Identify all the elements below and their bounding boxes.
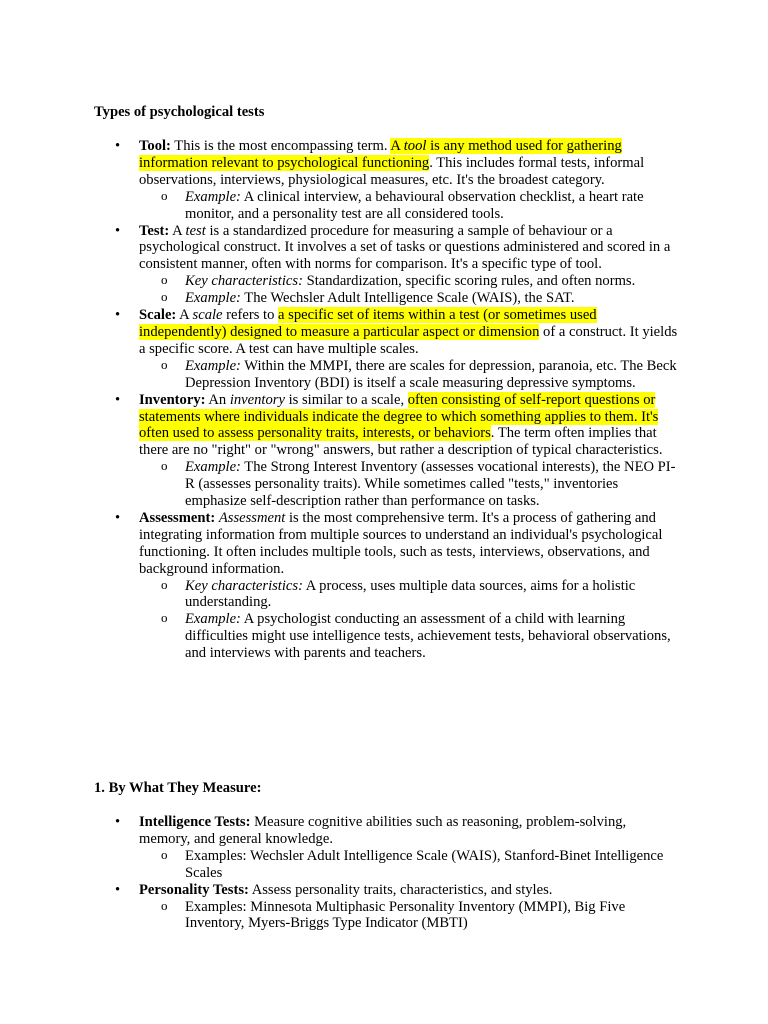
term-label: Assessment: [139, 509, 216, 526]
list-item-inventory: • Inventory: An inventory is similar to a scale, often consisting of self-report questions or statements where individuals indicate the degree to which something applies to them. It's often used to assess personality traits, interests, or behaviors. The term often implies that there are no "right" or "wrong" answers, but rather a description of typical characteristics. o Example: The Strong Interest Inventory (assesses vocational interests), the NEO PI-R (assesses personality traits). While sometimes called "tests," inventories emphasize self-description rather than performance on tasks. [139, 392, 679, 510]
list-item-assessment: • Assessment: Assessment is the most comprehensive term. It's a process of gathering and integrating information from multiple sources to understand an individual's psychological functioning. It often includes multiple tools, such as tests, interviews, observations, and background information. o Key characteristics: A process, uses multiple data sources, aims for a holistic understanding. o Example: A psychologist conducting an assessment of a child with learning difficulties might use intelligence tests, achievement tests, behavioral observations, and interviews with parents and teachers. [139, 510, 679, 662]
term-label: Test: [139, 222, 170, 239]
sub-item-example: o Examples: Minnesota Multiphasic Personality Inventory (MMPI), Big Five Inventory, Myers-Briggs Type Indicator (MBTI) [185, 899, 679, 933]
types-list [139, 138, 679, 662]
sub-list [139, 848, 679, 882]
term-label: Inventory: [139, 391, 206, 408]
list-item-scale: • Scale: A scale refers to a specific set of items within a test (or sometimes used independently) designed to measure a particular aspect or dimension of a construct. It yields a specific score. A test can have multiple scales. o Example: Within the MMPI, there are scales for depression, paranoia, etc. The Beck Depression Inventory (BDI) is itself a scale measuring depressive symptoms. [139, 307, 679, 392]
measure-list [139, 814, 679, 932]
list-item-tool: • Tool: This is the most encompassing term. A tool is any method used for gathering information relevant to psychological functioning. This includes formal tests, informal observations, interviews, physiological measures, etc. It's the broadest category. o Example: A clinical interview, a behavioural observation checklist, a heart rate monitor, and a personality test are all considered tools. [139, 138, 679, 223]
highlighted-text: A tool is any method used for gathering information relevant to psychological functioning [139, 138, 622, 171]
sub-list [139, 273, 679, 307]
section-heading-types: Types of psychological tests [94, 104, 265, 120]
term-label: Scale: [139, 307, 177, 324]
highlighted-text: often consisting of self-report questions or statements where individuals indicate the degree to which something applies to them. It's often used to assess personality traits, interests, or behaviors [139, 391, 659, 442]
sub-list [139, 459, 679, 510]
sub-item-example: o Example: A psychologist conducting an assessment of a child with learning difficulties might use intelligence tests, achievement tests, behavioral observations, and interviews with parents and teachers. [185, 611, 679, 662]
term-label: Intelligence Tests: [139, 814, 251, 830]
list-item-test: • Test: A test is a standardized procedure for measuring a sample of behaviour or a psychological construct. It involves a set of tasks or questions administered and scored in a consistent manner, often with norms for comparison. It's a specific type of tool. o Key characteristics: Standardization, specific scoring rules, and often norms. o Example: The Wechsler Adult Intelligence Scale (WAIS), the SAT. [139, 223, 679, 308]
list-item-personality-tests: • Personality Tests: Assess personality traits, characteristics, and styles. o Examples: Minnesota Multiphasic Personality Inventory (MMPI), Big Five Inventory, Myers-Briggs Type Indicator (MBTI) [139, 882, 679, 933]
highlighted-text: a specific set of items within a test (or sometimes used independently) designed to measure a particular aspect or dimension [139, 307, 597, 340]
sub-item-example: o Example: A clinical interview, a behavioural observation checklist, a heart rate monitor, and a personality test are all considered tools. [185, 189, 679, 223]
sub-item-example: o Example: The Wechsler Adult Intelligence Scale (WAIS), the SAT. [185, 290, 679, 307]
term-label: Tool: [139, 138, 171, 154]
sub-list [139, 578, 679, 663]
sub-list [139, 358, 679, 392]
sub-list [139, 189, 679, 223]
sub-item-example: o Examples: Wechsler Adult Intelligence Scale (WAIS), Stanford-Binet Intelligence Scales [185, 848, 679, 882]
sub-item-example: o Example: Within the MMPI, there are scales for depression, paranoia, etc. The Beck Depression Inventory (BDI) is itself a scale measuring depressive symptoms. [185, 358, 679, 392]
sub-item-key-characteristics: o Key characteristics: A process, uses multiple data sources, aims for a holistic understanding. [185, 578, 679, 612]
list-item-intelligence-tests: • Intelligence Tests: Measure cognitive abilities such as reasoning, problem-solving, memory, and general knowledge. o Examples: Wechsler Adult Intelligence Scale (WAIS), Stanford-Binet Intelligence Scales [139, 814, 679, 882]
term-label: Personality Tests: [139, 881, 249, 898]
sub-item-example: o Example: The Strong Interest Inventory (assesses vocational interests), the NEO PI-R (assesses personality traits). While sometimes called "tests," inventories emphasize self-description rather than performance on tasks. [185, 459, 679, 510]
sub-list [139, 899, 679, 933]
sub-item-key-characteristics: o Key characteristics: Standardization, specific scoring rules, and often norms. [185, 273, 679, 290]
section-heading-measure: 1. By What They Measure: [94, 780, 262, 796]
